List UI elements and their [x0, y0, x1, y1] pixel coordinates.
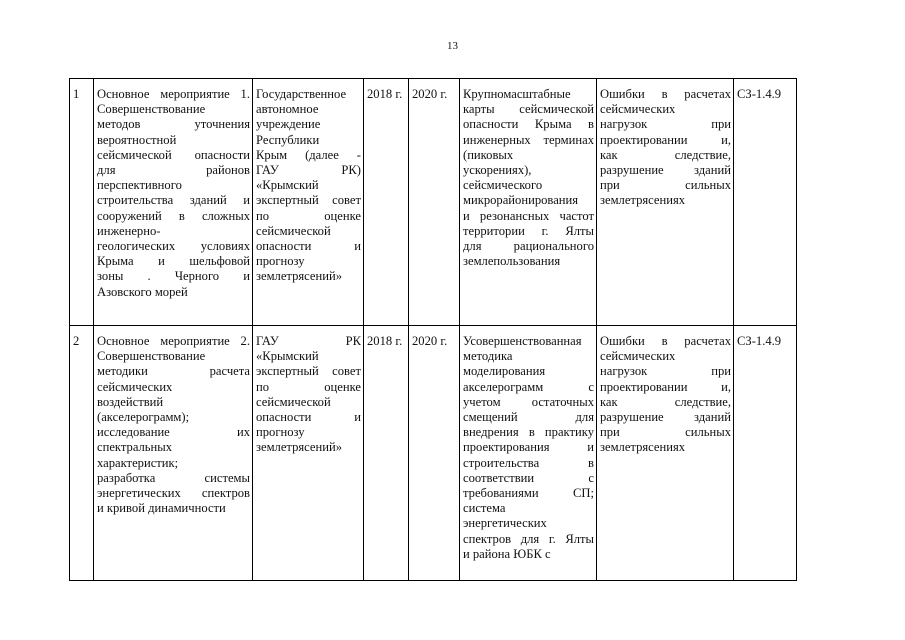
result-cell-line: соответствии с: [463, 470, 594, 485]
task-cell-line: инженерно-: [97, 223, 161, 238]
row-number: 2: [70, 326, 94, 581]
executor-cell-line: опасности и: [256, 410, 361, 425]
code-cell: СЗ-1.4.9: [734, 326, 797, 581]
task-cell-line: для районов: [97, 163, 250, 178]
task-cell-line: методики расчета: [97, 364, 250, 379]
executor-cell-line: по оценке: [256, 379, 361, 394]
result-cell-line: для рационального: [463, 239, 594, 254]
executor-cell-line: «Крымский: [256, 178, 319, 193]
risk-cell-line: как следствие,: [600, 394, 731, 409]
task-cell-line: разработка системы: [97, 470, 250, 485]
task-cell-line: зоны . Черного и: [97, 269, 250, 284]
executor-cell-line: Государственное: [256, 87, 347, 101]
executor-cell-line: Республики: [256, 132, 320, 147]
risk-cell-line: разрушение зданий: [600, 163, 731, 178]
task-cell-line: Совершенствование: [97, 349, 206, 364]
result-cell-line: методика: [463, 349, 513, 364]
executor-cell-line: экспертный совет: [256, 364, 361, 379]
risk-cell-line: нагрузок при: [600, 364, 731, 379]
executor-cell-line: землетрясений»: [256, 269, 343, 284]
executor-cell-line: прогнозу: [256, 425, 305, 440]
year-start-cell: 2018 г.: [364, 326, 409, 581]
year-end-cell: 2020 г.: [409, 326, 460, 581]
result-cell-line: и района ЮБК с: [463, 546, 551, 561]
risk-cell-line: проектировании и,: [600, 379, 731, 394]
risk-cell-line: при сильных: [600, 178, 731, 193]
risk-cell-line: разрушение зданий: [600, 410, 731, 425]
result-cell-line: территории г. Ялты: [463, 223, 594, 238]
result-cell-line: Усовершенствованная: [463, 334, 582, 348]
result-cell-line: микрорайонирования: [463, 193, 579, 208]
executor-cell-line: ГАУ РК: [256, 334, 361, 348]
result-cell-line: спектров для г. Ялты: [463, 531, 594, 546]
task-cell-line: строительства зданий и: [97, 193, 250, 208]
executor-cell-line: опасности и: [256, 239, 361, 254]
risk-cell-line: при сильных: [600, 425, 731, 440]
result-cell: [460, 79, 597, 326]
task-cell-line: методов уточнения: [97, 117, 250, 132]
result-cell-line: ускорениях),: [463, 163, 532, 178]
task-cell-line: Совершенствование: [97, 102, 206, 117]
table-row: [70, 326, 797, 581]
executor-cell-line: сейсмической: [256, 223, 331, 238]
result-cell-line: акселерограмм с: [463, 379, 594, 394]
task-cell-line: и кривой динамичности: [97, 501, 226, 516]
result-cell-line: смещений для: [463, 410, 594, 425]
result-cell-line: землепользования: [463, 254, 561, 269]
task-cell-line: воздействий: [97, 394, 164, 409]
risk-cell-line: землетрясениях: [600, 193, 686, 208]
executor-cell-line: землетрясений»: [256, 440, 343, 455]
executor-cell-line: Крым (далее -: [256, 147, 361, 162]
executor-cell-line: ГАУ РК): [256, 163, 361, 178]
executor-cell-line: экспертный совет: [256, 193, 361, 208]
risk-cell-line: нагрузок при: [600, 117, 731, 132]
task-cell-line: спектральных: [97, 440, 173, 455]
result-cell: [460, 326, 597, 581]
executor-cell-line: по оценке: [256, 208, 361, 223]
result-cell-line: строительства в: [463, 455, 594, 470]
executor-cell-line: учреждение: [256, 117, 321, 132]
task-cell-line: исследование их: [97, 425, 250, 440]
result-cell-line: инженерных терминах: [463, 132, 594, 147]
result-cell-line: (пиковых: [463, 147, 514, 162]
executor-cell-line: «Крымский: [256, 349, 319, 364]
measures-table: [69, 78, 797, 581]
risk-cell-line: сейсмических: [600, 102, 676, 117]
result-cell-line: система: [463, 501, 506, 516]
row-number: 1: [70, 79, 94, 326]
task-cell-line: вероятностной: [97, 132, 177, 147]
result-cell-line: внедрения в практику: [463, 425, 594, 440]
result-cell-line: и резонансных частот: [463, 208, 594, 223]
task-cell-line: характеристик;: [97, 455, 179, 470]
result-cell-line: Крупномасштабные: [463, 87, 571, 101]
page-number: 13: [447, 40, 458, 52]
task-cell-line: энергетических спектров: [97, 486, 250, 501]
task-cell-line: Основное мероприятие 1.: [97, 87, 250, 101]
result-cell-line: карты сейсмической: [463, 102, 594, 117]
result-cell-line: проектирования и: [463, 440, 594, 455]
risk-cell-line: Ошибки в расчетах: [600, 87, 731, 101]
code-cell: СЗ-1.4.9: [734, 79, 797, 326]
result-cell-line: энергетических: [463, 516, 547, 531]
result-cell-line: опасности Крыма в: [463, 117, 594, 132]
result-cell-line: требованиями СП;: [463, 486, 594, 501]
risk-cell-line: землетрясениях: [600, 440, 686, 455]
table-row: [70, 79, 797, 326]
risk-cell: [597, 79, 734, 326]
task-cell-line: (акселерограмм);: [97, 410, 190, 425]
year-start-cell: 2018 г.: [364, 79, 409, 326]
executor-cell: [253, 79, 364, 326]
risk-cell-line: сейсмических: [600, 349, 676, 364]
result-cell-line: моделирования: [463, 364, 546, 379]
table-body: [70, 79, 797, 581]
task-cell-line: геологических условиях: [97, 239, 250, 254]
year-end-cell: 2020 г.: [409, 79, 460, 326]
executor-cell-line: сейсмической: [256, 394, 331, 409]
task-cell: [94, 79, 253, 326]
task-cell: [94, 326, 253, 581]
task-cell-line: Основное мероприятие 2.: [97, 334, 250, 348]
risk-cell-line: проектировании и,: [600, 132, 731, 147]
task-cell-line: сейсмических: [97, 379, 173, 394]
result-cell-line: сейсмического: [463, 178, 543, 193]
executor-cell-line: прогнозу: [256, 254, 305, 269]
task-cell-line: сооружений в сложных: [97, 208, 250, 223]
executor-cell: [253, 326, 364, 581]
task-cell-line: сейсмической опасности: [97, 147, 250, 162]
result-cell-line: учетом остаточных: [463, 394, 594, 409]
executor-cell-line: автономное: [256, 102, 319, 117]
risk-cell: [597, 326, 734, 581]
risk-cell-line: как следствие,: [600, 147, 731, 162]
task-cell-line: перспективного: [97, 178, 182, 193]
risk-cell-line: Ошибки в расчетах: [600, 334, 731, 348]
task-cell-line: Крыма и шельфовой: [97, 254, 250, 269]
task-cell-line: Азовского морей: [97, 284, 188, 299]
